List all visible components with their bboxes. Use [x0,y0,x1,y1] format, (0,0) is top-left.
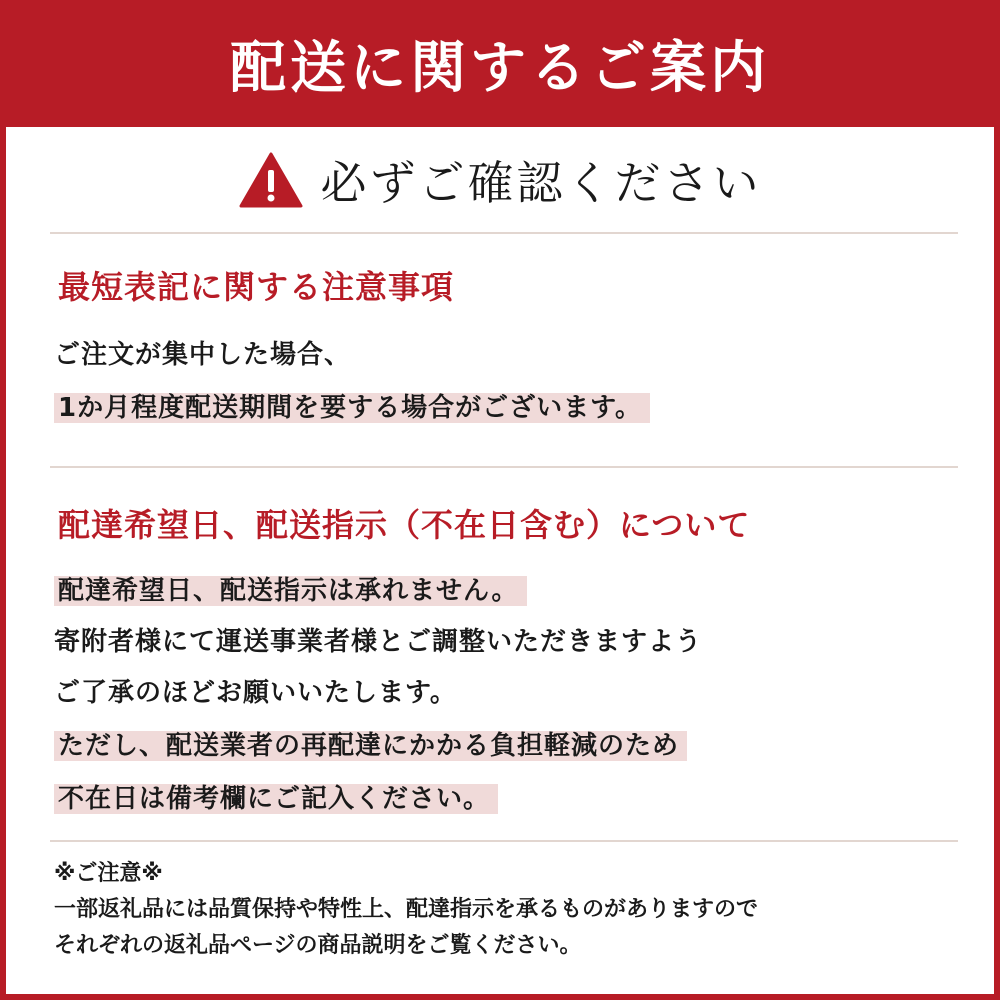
section2-line-2: 寄附者様にて運送事業者様とご調整いただきますよう [54,627,703,657]
page-header [0,0,1000,127]
section1-line-2: 1か月程度配送期間を要する場合がございます。 [54,388,650,428]
section-title-delivery-instructions: 配達希望日、配送指示（不在日含む）について [58,506,751,544]
section2-line-3: ご了承のほどお願いいたします。 [54,678,457,708]
note-line-2: それぞれの返礼品ページの商品説明をご覧ください。 [54,933,582,958]
confirm-notice-text: 必ずご確認ください [320,156,762,210]
confirm-notice [6,145,994,215]
note-heading: ※ご注意※ [54,861,163,886]
section2-line-1: 配達希望日、配送指示は承れません。 [54,571,527,611]
warning-triangle-icon [239,152,303,208]
section-title-shortest-delivery: 最短表記に関する注意事項 [58,268,455,306]
divider [50,466,958,468]
note-line-1: 一部返礼品には品質保持や特性上、配達指示を承るものがありますので [54,897,759,922]
divider [50,840,958,842]
divider [50,232,958,234]
page-title: 配送に関するご案内 [230,35,770,101]
section1-line-1: ご注文が集中した場合、 [54,340,352,370]
section2-line-4: ただし、配送業者の再配達にかかる負担軽減のため [54,726,687,766]
section2-line-5: 不在日は備考欄にご記入ください。 [54,779,498,819]
